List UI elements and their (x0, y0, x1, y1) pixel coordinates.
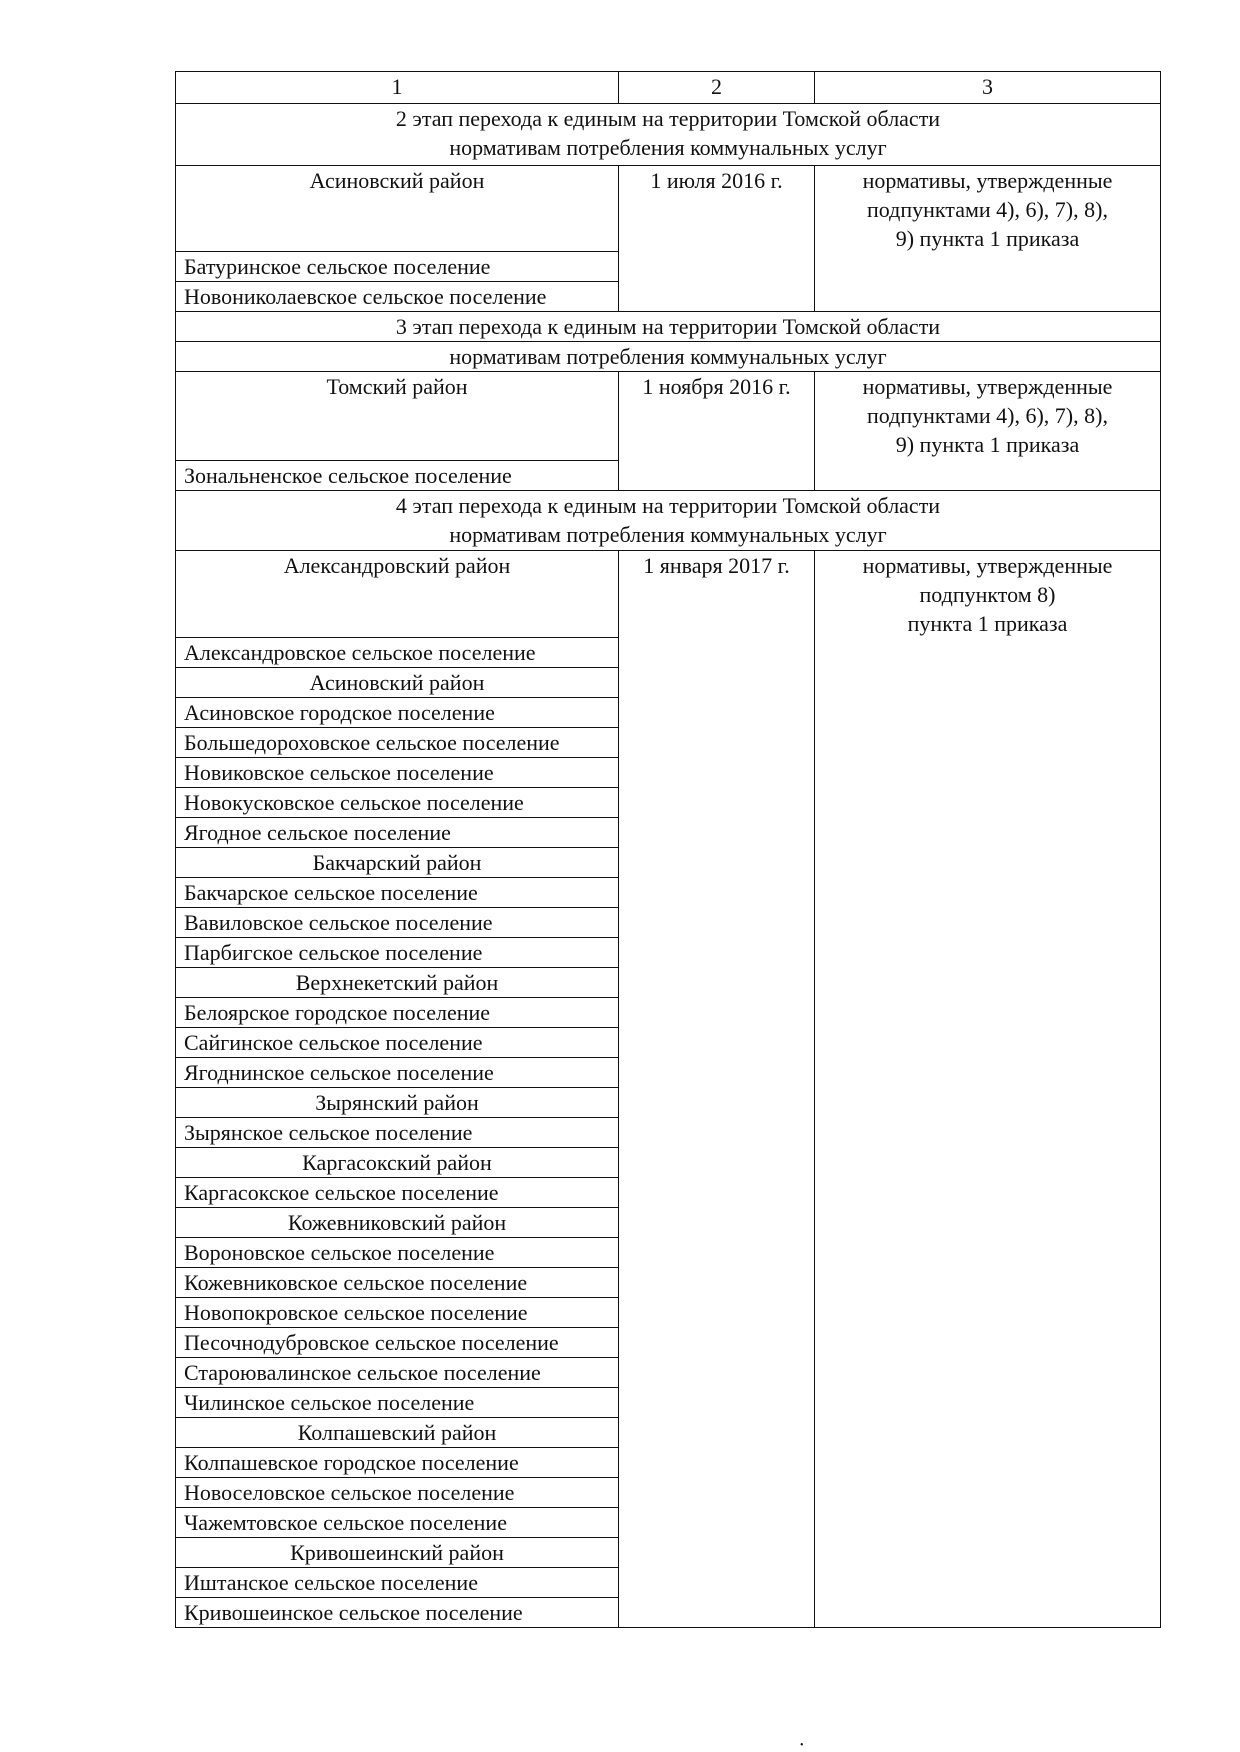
district-tomsk: Томский район (176, 372, 619, 461)
settlement: Сайгинское сельское поселение (176, 1028, 619, 1058)
settlement: Новоселовское сельское поселение (176, 1478, 619, 1508)
settlement: Чилинское сельское поселение (176, 1388, 619, 1418)
stage-3-title-line2: нормативам потребления коммунальных услуг (176, 342, 1161, 372)
district: Кожевниковский район (176, 1208, 619, 1238)
settlement: Вавиловское сельское поселение (176, 908, 619, 938)
settlement: Ягоднинское сельское поселение (176, 1058, 619, 1088)
settlement: Новиковское сельское поселение (176, 758, 619, 788)
norms-stage-2: нормативы, утвержденные подпунктами 4), 6), 7), 8), 9) пункта 1 приказа (815, 166, 1161, 312)
stage-3-row-2 (176, 342, 1161, 372)
district: Кривошеинский район (176, 1538, 619, 1568)
header-col-3: 3 (815, 72, 1161, 104)
settlement: Чажемтовское сельское поселение (176, 1508, 619, 1538)
settlement: Зырянское сельское поселение (176, 1118, 619, 1148)
settlement: Большедороховское сельское поселение (176, 728, 619, 758)
district: Колпашевский район (176, 1418, 619, 1448)
settlement: Староювалинское сельское поселение (176, 1358, 619, 1388)
district-asino: Асиновский район (176, 166, 619, 252)
settlement: Новопокровское сельское поселение (176, 1298, 619, 1328)
stage-2-title: 2 этап перехода к единым на территории Томской области нормативам потребления коммунальных услуг (176, 104, 1161, 166)
district: Бакчарский район (176, 848, 619, 878)
norms-stage-4: нормативы, утвержденные подпунктом 8) пункта 1 приказа (815, 551, 1161, 1628)
stage-4-title: 4 этап перехода к единым на территории Томской области нормативам потребления коммунальных услуг (176, 491, 1161, 551)
header-row (176, 72, 1161, 104)
settlement: Асиновское городское поселение (176, 698, 619, 728)
settlement: Вороновское сельское поселение (176, 1238, 619, 1268)
settlement: Александровское сельское поселение (176, 638, 619, 668)
date-stage-4: 1 января 2017 г. (619, 551, 815, 1628)
settlement: Песочнодубровское сельское поселение (176, 1328, 619, 1358)
settlement: Кожевниковское сельское поселение (176, 1268, 619, 1298)
stage-3-title-line1: 3 этап перехода к единым на территории Томской области (176, 312, 1161, 342)
district: Асиновский район (176, 668, 619, 698)
stage-2-row (176, 104, 1161, 166)
stage-4-row (176, 491, 1161, 551)
date-stage-2: 1 июля 2016 г. (619, 166, 815, 312)
settlement: Зональненское сельское поселение (176, 461, 619, 491)
district-row (176, 372, 1161, 461)
district-aleksandrovsky: Александровский район (176, 551, 619, 638)
settlement: Иштанское сельское поселение (176, 1568, 619, 1598)
settlement: Парбигское сельское поселение (176, 938, 619, 968)
district-row (176, 166, 1161, 252)
district-row (176, 551, 1161, 638)
district: Каргасокский район (176, 1148, 619, 1178)
settlement: Кривошеинское сельское поселение (176, 1598, 619, 1628)
header-col-2: 2 (619, 72, 815, 104)
stage-3-row-1 (176, 312, 1161, 342)
scan-speck: • (800, 1740, 804, 1751)
district: Зырянский район (176, 1088, 619, 1118)
settlement: Белоярское городское поселение (176, 998, 619, 1028)
header-col-1: 1 (176, 72, 619, 104)
date-stage-3: 1 ноября 2016 г. (619, 372, 815, 491)
district: Верхнекетский район (176, 968, 619, 998)
settlement: Новониколаевское сельское поселение (176, 282, 619, 312)
settlement: Бакчарское сельское поселение (176, 878, 619, 908)
settlement: Новокусковское сельское поселение (176, 788, 619, 818)
settlement: Ягодное сельское поселение (176, 818, 619, 848)
settlement: Каргасокское сельское поселение (176, 1178, 619, 1208)
norms-stage-3: нормативы, утвержденные подпунктами 4), 6), 7), 8), 9) пункта 1 приказа (815, 372, 1161, 491)
settlement: Батуринское сельское поселение (176, 252, 619, 282)
settlement: Колпашевское городское поселение (176, 1448, 619, 1478)
stages-table (175, 71, 1161, 1628)
